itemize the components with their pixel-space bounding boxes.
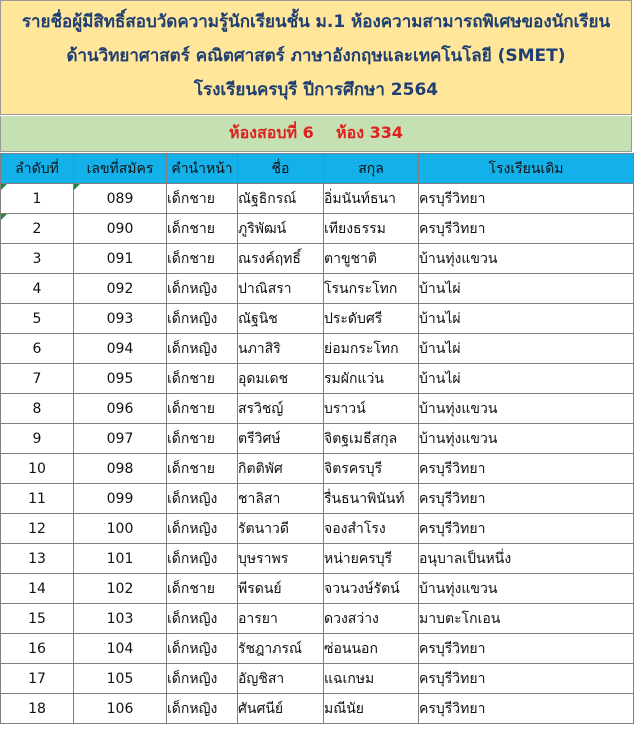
cell-seq[interactable]: 16 <box>1 634 74 664</box>
cell-seq[interactable]: 2 <box>1 214 74 244</box>
cell-first-name[interactable]: พีรดนย์ <box>238 574 324 604</box>
table-row <box>1 454 634 484</box>
cell-first-name[interactable]: ภูริพัฒน์ <box>238 214 324 244</box>
cell-app-no[interactable]: 097 <box>74 424 167 454</box>
table-row <box>1 184 634 214</box>
cell-seq[interactable]: 4 <box>1 274 74 304</box>
table-row <box>1 574 634 604</box>
title-block <box>0 0 632 115</box>
cell-last-name[interactable]: ประดับศรี <box>324 304 419 334</box>
cell-former-school[interactable]: ครบุรีวิทยา <box>419 634 634 664</box>
candidate-table <box>0 153 634 724</box>
cell-last-name[interactable]: เทียงธรรม <box>324 214 419 244</box>
cell-prefix[interactable]: เด็กชาย <box>167 394 238 424</box>
table-row <box>1 664 634 694</box>
cell-prefix[interactable]: เด็กหญิง <box>167 334 238 364</box>
cell-former-school[interactable]: ครบุรีวิทยา <box>419 184 634 214</box>
cell-app-no[interactable]: 102 <box>74 574 167 604</box>
cell-first-name[interactable]: อารยา <box>238 604 324 634</box>
cell-former-school[interactable]: ครบุรีวิทยา <box>419 664 634 694</box>
cell-former-school[interactable]: บ้านทุ่งแขวน <box>419 244 634 274</box>
table-row <box>1 694 634 724</box>
cell-app-no[interactable]: 094 <box>74 334 167 364</box>
table-row <box>1 394 634 424</box>
cell-first-name[interactable]: ณัฐธิกรณ์ <box>238 184 324 214</box>
cell-first-name[interactable]: ณัฐนิช <box>238 304 324 334</box>
cell-last-name[interactable]: อิ่มนันท์ธนา <box>324 184 419 214</box>
cell-first-name[interactable]: ตรีวิศษ์ <box>238 424 324 454</box>
cell-app-no[interactable]: 089 <box>74 184 167 214</box>
cell-prefix[interactable]: เด็กหญิง <box>167 664 238 694</box>
cell-seq[interactable]: 6 <box>1 334 74 364</box>
header-first-name[interactable]: ชื่อ <box>238 154 324 184</box>
cell-app-no[interactable]: 105 <box>74 664 167 694</box>
cell-former-school[interactable]: บ้านไผ่ <box>419 334 634 364</box>
cell-last-name[interactable]: จิตฐเมธีสกุล <box>324 424 419 454</box>
cell-first-name[interactable]: กิตติพัศ <box>238 454 324 484</box>
table-row <box>1 424 634 454</box>
cell-prefix[interactable]: เด็กหญิง <box>167 304 238 334</box>
table-row <box>1 514 634 544</box>
cell-first-name[interactable]: รัชฎาภรณ์ <box>238 634 324 664</box>
cell-first-name[interactable]: ปาณิสรา <box>238 274 324 304</box>
cell-first-name[interactable]: อุดมเดช <box>238 364 324 394</box>
cell-app-no[interactable]: 098 <box>74 454 167 484</box>
cell-app-no[interactable]: 093 <box>74 304 167 334</box>
cell-last-name[interactable]: บราวน์ <box>324 394 419 424</box>
cell-first-name[interactable]: นภาสิริ <box>238 334 324 364</box>
header-app-no[interactable]: เลขที่สมัคร <box>74 154 167 184</box>
cell-former-school[interactable]: บ้านทุ่งแขวน <box>419 394 634 424</box>
cell-seq[interactable]: 18 <box>1 694 74 724</box>
cell-former-school[interactable]: อนุบาลเป็นหนึ่ง <box>419 544 634 574</box>
cell-prefix[interactable]: เด็กชาย <box>167 184 238 214</box>
cell-prefix[interactable]: เด็กหญิง <box>167 544 238 574</box>
cell-app-no[interactable]: 104 <box>74 634 167 664</box>
cell-prefix[interactable]: เด็กหญิง <box>167 274 238 304</box>
cell-app-no[interactable]: 099 <box>74 484 167 514</box>
cell-seq[interactable]: 12 <box>1 514 74 544</box>
cell-first-name[interactable]: อัญชิสา <box>238 664 324 694</box>
cell-former-school[interactable]: บ้านทุ่งแขวน <box>419 574 634 604</box>
cell-seq[interactable]: 5 <box>1 304 74 334</box>
table-row <box>1 604 634 634</box>
cell-last-name[interactable]: ซ่อนนอก <box>324 634 419 664</box>
cell-former-school[interactable]: ครบุรีวิทยา <box>419 454 634 484</box>
cell-seq[interactable]: 10 <box>1 454 74 484</box>
title-line-1: รายชื่อผู้มีสิทธิ์สอบวัดความรู้นักเรียนชั้น ม.1 ห้องความสามารถพิเศษของนักเรียน <box>21 11 611 32</box>
cell-prefix[interactable]: เด็กหญิง <box>167 694 238 724</box>
table-row <box>1 364 634 394</box>
cell-former-school[interactable]: บ้านไผ่ <box>419 304 634 334</box>
cell-prefix[interactable]: เด็กชาย <box>167 574 238 604</box>
header-seq[interactable]: ลำดับที่ <box>1 154 74 184</box>
cell-former-school[interactable]: บ้านไผ่ <box>419 364 634 394</box>
cell-prefix[interactable]: เด็กชาย <box>167 214 238 244</box>
cell-last-name[interactable]: จิตรครบุรี <box>324 454 419 484</box>
cell-last-name[interactable]: มณีนัย <box>324 694 419 724</box>
cell-seq[interactable]: 13 <box>1 544 74 574</box>
cell-prefix[interactable]: เด็กชาย <box>167 364 238 394</box>
cell-prefix[interactable]: เด็กหญิง <box>167 634 238 664</box>
cell-app-no[interactable]: 103 <box>74 604 167 634</box>
cell-seq[interactable]: 1 <box>1 184 74 214</box>
cell-last-name[interactable]: ย่อมกระโทก <box>324 334 419 364</box>
cell-seq[interactable]: 8 <box>1 394 74 424</box>
cell-former-school[interactable]: บ้านทุ่งแขวน <box>419 424 634 454</box>
cell-first-name[interactable]: ชาลิสา <box>238 484 324 514</box>
table-row <box>1 634 634 664</box>
cell-former-school[interactable]: บ้านไผ่ <box>419 274 634 304</box>
cell-app-no[interactable]: 092 <box>74 274 167 304</box>
cell-last-name[interactable]: รมผักแว่น <box>324 364 419 394</box>
header-former-school[interactable]: โรงเรียนเดิม <box>419 154 634 184</box>
table-row <box>1 484 634 514</box>
cell-app-no[interactable]: 106 <box>74 694 167 724</box>
cell-app-no[interactable]: 095 <box>74 364 167 394</box>
cell-last-name[interactable]: ตาขูชาติ <box>324 244 419 274</box>
table-row <box>1 244 634 274</box>
header-prefix[interactable]: คำนำหน้า <box>167 154 238 184</box>
cell-former-school[interactable]: ครบุรีวิทยา <box>419 214 634 244</box>
cell-seq[interactable]: 3 <box>1 244 74 274</box>
cell-last-name[interactable]: ดวงสว่าง <box>324 604 419 634</box>
cell-seq[interactable]: 7 <box>1 364 74 394</box>
cell-app-no[interactable]: 091 <box>74 244 167 274</box>
cell-former-school[interactable]: มาบตะโกเอน <box>419 604 634 634</box>
cell-last-name[interactable]: โรนกระโทก <box>324 274 419 304</box>
cell-last-name[interactable]: แฉเกษม <box>324 664 419 694</box>
table-row <box>1 544 634 574</box>
table-row <box>1 304 634 334</box>
cell-prefix[interactable]: เด็กชาย <box>167 454 238 484</box>
cell-last-name[interactable]: หน่ายครบุรี <box>324 544 419 574</box>
exam-room-label: ห้องสอบที่ 6 ห้อง 334 <box>0 116 632 152</box>
cell-app-no[interactable]: 101 <box>74 544 167 574</box>
cell-first-name[interactable]: บุษราพร <box>238 544 324 574</box>
cell-former-school[interactable]: ครบุรีวิทยา <box>419 694 634 724</box>
cell-app-no[interactable]: 096 <box>74 394 167 424</box>
cell-app-no[interactable]: 090 <box>74 214 167 244</box>
cell-seq[interactable]: 15 <box>1 604 74 634</box>
cell-last-name[interactable]: จวนวงษ์รัตน์ <box>324 574 419 604</box>
cell-prefix[interactable]: เด็กชาย <box>167 424 238 454</box>
cell-last-name[interactable]: รื่นธนาพินันท์ <box>324 484 419 514</box>
cell-seq[interactable]: 14 <box>1 574 74 604</box>
cell-prefix[interactable]: เด็กหญิง <box>167 604 238 634</box>
table-header-row <box>1 154 634 184</box>
cell-prefix[interactable]: เด็กหญิง <box>167 514 238 544</box>
title-line-2: ด้านวิทยาศาสตร์ คณิตศาสตร์ ภาษาอังกฤษและเทคโนโลยี (SMET) <box>66 46 566 67</box>
cell-seq[interactable]: 9 <box>1 424 74 454</box>
cell-first-name[interactable]: สรวิชญ์ <box>238 394 324 424</box>
table-row <box>1 274 634 304</box>
table-row <box>1 334 634 364</box>
cell-app-no[interactable]: 100 <box>74 514 167 544</box>
cell-former-school[interactable]: ครบุรีวิทยา <box>419 514 634 544</box>
cell-seq[interactable]: 11 <box>1 484 74 514</box>
header-last-name[interactable]: สกุล <box>324 154 419 184</box>
cell-prefix[interactable]: เด็กหญิง <box>167 484 238 514</box>
cell-former-school[interactable]: ครบุรีวิทยา <box>419 484 634 514</box>
title-line-3: โรงเรียนครบุรี ปีการศึกษา 2564 <box>193 80 439 101</box>
cell-prefix[interactable]: เด็กชาย <box>167 244 238 274</box>
cell-first-name[interactable]: ศันศนีย์ <box>238 694 324 724</box>
cell-last-name[interactable]: จองสำโรง <box>324 514 419 544</box>
table-row <box>1 214 634 244</box>
cell-first-name[interactable]: รัตนาวดี <box>238 514 324 544</box>
cell-seq[interactable]: 17 <box>1 664 74 694</box>
cell-first-name[interactable]: ณรงค์ฤทธิ์ <box>238 244 324 274</box>
